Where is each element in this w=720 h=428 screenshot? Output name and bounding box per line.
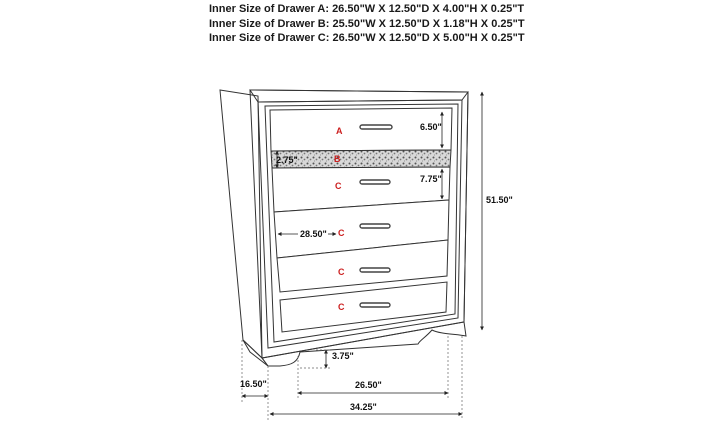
dim-drawer-c-height: 7.75" bbox=[420, 174, 442, 184]
dim-drawer-width: 28.50" bbox=[300, 229, 327, 239]
label-drawer-a: A bbox=[336, 126, 343, 136]
drawers bbox=[270, 108, 452, 332]
dim-total-height: 51.50" bbox=[486, 195, 513, 205]
label-drawer-c3: C bbox=[338, 267, 345, 277]
label-drawer-c2: C bbox=[338, 228, 345, 238]
drawer-b bbox=[271, 150, 451, 168]
spec-drawer-a: Inner Size of Drawer A: 26.50"W X 12.50"D X 4.00"H X 0.25"T bbox=[209, 3, 525, 15]
dim-total-width: 34.25" bbox=[350, 402, 377, 412]
dim-leg-height: 3.75" bbox=[332, 351, 354, 361]
spec-drawer-c: Inner Size of Drawer C: 26.50"W X 12.50"D X 5.00"H X 0.25"T bbox=[209, 32, 525, 44]
dim-depth: 16.50" bbox=[240, 379, 267, 389]
dim-drawer-b-height: 2.75" bbox=[276, 155, 298, 165]
label-drawer-c1: C bbox=[335, 181, 342, 191]
spec-drawer-b: Inner Size of Drawer B: 25.50"W X 12.50"D X 1.18"H X 0.25"T bbox=[209, 17, 525, 30]
label-drawer-b: B bbox=[334, 154, 341, 164]
dim-drawer-a-height: 6.50" bbox=[420, 122, 442, 132]
label-drawer-c4: C bbox=[338, 302, 345, 312]
dim-base-width: 26.50" bbox=[355, 380, 382, 390]
base bbox=[243, 322, 466, 366]
